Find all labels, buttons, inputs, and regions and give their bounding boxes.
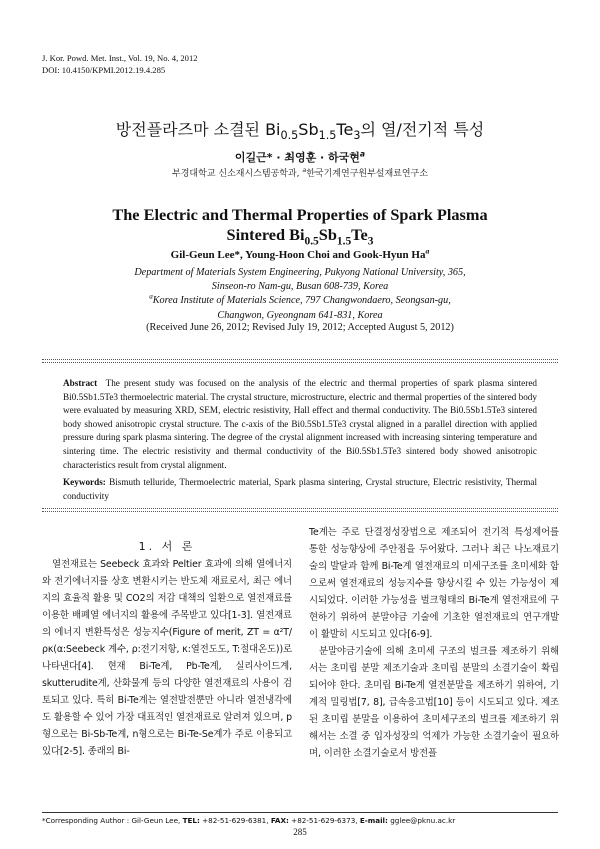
superscript: a [425,246,430,256]
divider [42,359,558,360]
korean-title [0,117,600,143]
korean-affiliation [0,166,600,179]
english-title-line2 [0,225,600,248]
footnote-fax: +82-51-629-6373, [288,816,360,825]
footnote-email-label: E-mail: [359,816,388,825]
footnote-tel-label: TEL: [182,816,200,825]
abstract-label: Abstract [63,378,98,388]
body-paragraph: 열전재료는 Seebeck 효과와 Peltier 효과에 의해 열에너지와 전기에너지를 상호 변환시키는 반도체 재료로서, 최근 에너지의 효율적 활용 및 CO2의 저감 대책의 일환으로 열전재료를 이용한 배폐열 에너지의 활용에 주목받고 있다[1-3]. 열전재료의 에너지 변환특성은 성능지수(Figure of merit, ZT = α²T/ρκ(α:Seebeck 계수, ρ:전기저항, κ:열전도도, T:절대온도))로 나타낸다[4]. 현재 Bi-Te계, Pb-Te계, 실리사이드계, skutterudite계, 산화물계 등의 다양한 열전재료의 사용이 검토되고 있다. 특히 Bi-Te계는 열전발전뿐만 아니라 열전냉각에도 활용할 수 있어 가장 대표적인 열전재료로 알려져 있으며, p형으로는 Bi-Sb-Te계, n형으로는 Bi-Te-Se계가 주로 이용되고 있다[2-5]. 종래의 Bi- [42,559,292,757]
keywords-text: Bismuth telluride, Thermoelectric material, Spark plasma sintering, Crystal structure, Electric resistivity, Thermal conductivity [63,477,538,501]
keywords [63,476,537,503]
abstract [63,377,537,472]
body-column-right [309,524,559,762]
subscript: 3 [367,235,374,248]
affiliation-line: Department of Materials System Engineering, Pukyong National University, 365, [134,267,466,278]
english-title-line1: The Electric and Thermal Properties of Spark Plasma [112,205,488,224]
footnote-email[interactable]: gglee@pknu.ac.kr [387,816,456,825]
divider [42,508,558,509]
superscript: a [359,149,366,159]
footnote-tel: +82-51-629-6381, [199,816,271,825]
corresponding-author-footnote [42,816,455,825]
korean-affiliation-part: 부경대학교 신소재시스템공학과, [172,169,303,179]
english-authors [0,246,600,261]
superscript: a [149,293,153,302]
footnote-fax-label: FAX: [270,816,289,825]
affiliation-line: Changwon, Gyeongnam 641-831, Korea [217,309,383,321]
affiliation-text: Korea Institute of Materials Science, 797 Changwondaero, Seongsan-gu, [152,295,451,307]
affiliation-line [0,294,600,308]
divider [42,511,558,512]
footnote-rule [42,812,558,813]
english-title-part: Sb [318,225,337,244]
korean-title-part: Te [336,120,354,139]
body-column-left [42,556,292,760]
section-heading: 1. 서 론 [138,540,196,553]
english-title-part: Te [351,225,368,244]
journal-citation: J. Kor. Powd. Met. Inst., Vol. 19, No. 4, 2012 [42,53,198,63]
abstract-text: The present study was focused on the analysis of the electric and thermal properties of spark plasma sintered Bi0.5Sb1.5Te3 thermoelectric material. The crystal structure, microstructure, electric and thermal properties of the sintered body were evaluated by measuring XRD, SEM, electric resistivity, Hall effect and thermal conductivity. The Bi0.5Sb1.5Te3 sintered body showed anisotropic crystal structure. The c-axis of the Bi0.5Sb1.5Te3 crystal aligned in a parallel direction with applied pressure during spark plasma sintering. The degree of the crystal alignment increased with increasing sintering temperature and sintering time. The electric resistivity and thermal conductivity of the Bi0.5Sb1.5Te3 sintered body showed anisotropic characteristics result from crystal alignment. [63,378,537,470]
subscript: 3 [353,129,361,143]
divider [42,362,558,363]
subscript: 0.5 [280,129,299,143]
korean-title-part: 의 열/전기적 특성 [360,120,485,139]
english-author-list: Gil-Geun Lee*, Young-Hoon Choi and Gook-Hyun Ha [170,249,426,261]
korean-affiliation-part: 한국기계연구원부설재료연구소 [306,169,428,179]
keywords-label: Keywords: [63,477,106,487]
english-affiliations [0,266,600,323]
korean-title-part: Sb [298,120,319,139]
footnote-name: Gil-Geun Lee, [129,816,183,825]
doi: DOI: 10.4150/KPMI.2012.19.4.285 [42,64,166,75]
body-paragraph: Te계는 주로 단결정성장법으로 제조되어 전기적 특성제어를 통한 성능향상에 주안점을 두어왔다. 그러나 최근 나노재료기술의 발달과 함께 Bi-Te계 열전재료의 미세구조를 초미세화 함으로써 열전재료의 성능지수를 향상시킬 수 있는 가능성이 제시되었다. 이러한 가능성을 벌크형태의 Bi-Te계 열전재료에 구현하기 위하여 분말야금 기술에 기초한 열전재료의 연구개발이 활발히 시도되고 있다[6-9]. [309,527,559,640]
body-paragraph: 분말야금기술에 의해 초미세 구조의 벌크를 제조하기 위해서는 초미립 분말 제조기술과 초미립 분말의 소결기술이 확립되어야 한다. 초미립 Bi-Te계 열전분말을 제조하기 위하여, 기계적 밀링법[7, 8], 급속응고법[10] 등이 시도되고 있다. 제조된 초미립 분말을 이용하여 초미세구조의 벌크를 제조하기 위해서는 소결 중 입자성장의 억제가 가능한 소결기술이 필요하며, 이러한 소결기술로서 방전플 [309,646,559,759]
subscript: 0.5 [304,235,319,248]
page-number: 285 [293,827,307,837]
journal-header [42,53,198,76]
korean-title-part: 방전플라즈마 소결된 Bi [115,120,281,139]
subscript: 1.5 [318,129,337,143]
subscript: 1.5 [336,235,352,248]
korean-author-list: 이길근* · 최영훈 · 하국현 [234,151,360,164]
korean-authors [0,149,600,165]
superscript: a [302,167,307,174]
received-dates: (Received June 26, 2012; Revised July 19, 2012; Accepted August 5, 2012) [146,322,454,333]
english-title-part: Sintered Bi [226,225,305,244]
english-title [0,205,600,248]
affiliation-line: Sinseon-ro Nam-gu, Busan 608-739, Korea [211,281,389,293]
footnote-label: *Corresponding Author : [42,816,130,825]
